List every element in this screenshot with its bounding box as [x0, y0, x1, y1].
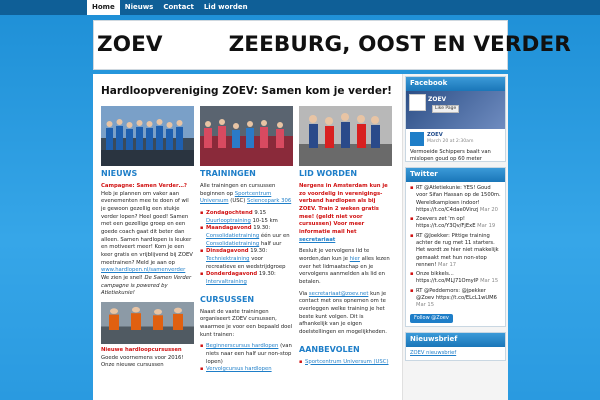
column-trainingen [200, 106, 293, 374]
nieuwsbrief-widget-heading: Nieuwsbrief [406, 333, 505, 347]
site-header-banner[interactable] [93, 20, 571, 70]
list-item [299, 359, 392, 367]
banner-title-part1: ZOEV [97, 32, 163, 58]
banner-title-part2: ZEEBURG, OOST EN VERDER [228, 32, 571, 58]
list-item: ▪ RT @Peddemors: @jpekker @Zoev https://t.co/ELcL1wUM6 Mar 15 [410, 288, 501, 310]
schedule-link[interactable]: Intervaltraining [206, 279, 247, 286]
column-nieuws [101, 106, 194, 374]
schedule-link[interactable]: Techniektraining [206, 256, 250, 263]
nav-lid-worden[interactable]: Lid worden [203, 3, 248, 11]
nieuwsbrief-widget [405, 332, 506, 361]
nav-home[interactable]: Home [87, 0, 120, 15]
aanbevolen-list [299, 359, 392, 367]
sidebar [402, 74, 508, 400]
schedule-link[interactable]: Consolidatietraining [206, 233, 260, 239]
lid-worden-text-2: alles lezen over het lidmaatschap en je vervolgens aanmelden als lid en betalen. [299, 256, 390, 286]
list-item: ▪ RT @Atletiekunie: YES! Goud voor Sifan Hassan op de 1500m. Wereldkampioen indoor! https://t.co/C4dae0Vinzj Mar 20 [410, 185, 501, 214]
list-item: ▪ Beginnerscursus hardlopen (van niets naar een half uur non-stop lopen) [200, 343, 293, 366]
lid-worden-red-text: Nergens in Amsterdam kun je zo voordelig in verenigings-verband hardlopen als bij ZOEV. Train 2 weken gratis mee! (geldt niet voor cursussen) Voor meer informatie mail het [299, 182, 388, 235]
group-photo-image [101, 106, 194, 166]
trainingen-intro-link-1[interactable]: Sportcentrum Universum [200, 190, 272, 205]
facebook-page-name[interactable]: ZOEV [428, 96, 447, 103]
facebook-post-text: Vermoeide Schippers baalt van mislopen goud op 60 meter [410, 149, 491, 161]
trainingen-heading: TRAININGEN [200, 169, 256, 179]
list-item: ▪ Maandagavond 19.30: Consolidatietraining één uur en Consolidatietraining half uur [200, 225, 293, 248]
runners-photo-image [101, 302, 194, 344]
facebook-post [410, 132, 501, 146]
lid-worden-text-4: kun je contact met ons opnemen om te overleggen welke training je het beste kunt volgen. Dit is afhankelijk van je eigen doelstellingen en mogelijkheden. [299, 290, 387, 336]
lid-worden-text-3: Via [299, 290, 308, 297]
facebook-widget [405, 76, 506, 162]
facebook-like-button[interactable]: Like Page [432, 105, 459, 113]
cursussen-heading: CURSUSSEN [200, 294, 255, 304]
schedule-link[interactable]: Duurlooptraining [206, 217, 251, 224]
training-photo-image [200, 106, 293, 166]
lid-worden-heading: LID WORDEN [299, 169, 358, 179]
secretariaat-link[interactable]: secretariaat [299, 236, 336, 243]
nieuws-campaign-title[interactable]: Campagne: Samen Verder…? [101, 182, 187, 189]
main-content [93, 74, 400, 400]
facebook-cover[interactable] [406, 91, 505, 129]
list-item: ▪ Dinsdagavond 19.30: Techniektraining voor recreatieve en wedstrijdgroep [200, 248, 293, 271]
top-navigation [0, 0, 600, 15]
page-title: Hardloopvereniging ZOEV: Samen kom je verder! [101, 85, 392, 97]
schedule-link[interactable]: Consolidatietraining [206, 240, 260, 247]
facebook-page-logo [409, 94, 426, 111]
trainingen-intro-2: (USC) [230, 198, 246, 205]
list-item: ▪ Zoevers zet 'm op! https://t.co/Y3Qv/FjExE Mar 19 [410, 216, 501, 231]
nieuws-campaign-italic: De Samen Verder campagne is powered by Atletiekunie! [101, 275, 192, 297]
tweet-list [410, 185, 501, 310]
mail-link[interactable]: secretariaat@zoev.net [308, 290, 369, 297]
training-schedule-list [200, 210, 293, 287]
page-body [93, 74, 508, 400]
nav-contact[interactable]: Contact [163, 3, 194, 11]
list-item [200, 366, 293, 374]
lid-worden-text-1: Besluit je vervolgens lid te worden,dan kun je [299, 248, 370, 263]
nav-nieuws[interactable]: Nieuws [124, 3, 154, 11]
twitter-widget-heading: Twitter [406, 168, 505, 182]
hier-link[interactable]: hier [349, 256, 360, 263]
list-item: ▪ Zondagochtend 9.15 Duurlooptraining 10-15 km [200, 210, 293, 225]
trainingen-intro-link-2[interactable]: Sciencepark 306 [247, 198, 292, 205]
facebook-post-date: March 20 at 2:30am [427, 139, 474, 145]
nieuwsbrief-link[interactable]: ZOEV nieuwsbrief [410, 349, 457, 356]
nieuws-campaign-text: Heb je plannen om vaker aan evenementen mee te doen of wil je gewoon gezellig een stukje verder lopen? Heel goed! Samen met een gezellige groep en een goede coach gaat dit beter dan alleen. Samen hardlopen is leuker en motiveert meer! Kom je een keer gratis en vrijblijvend bij ZOEV meetrainen? Meld je aan op [101, 190, 193, 266]
nieuws-campaign-link[interactable]: www.hardlopen.nl/samenverder [101, 267, 186, 274]
nieuws-second-text: Goede voornemens voor 2016! Onze nieuwe cursussen [101, 354, 184, 369]
cursus-link[interactable]: Beginnerscursus hardlopen [206, 343, 279, 350]
facebook-widget-heading: Facebook [406, 77, 505, 91]
aanbevolen-link[interactable]: Sportcentrum Universum (USC) [305, 358, 389, 365]
column-lid-worden [299, 106, 392, 374]
nieuws-campaign-after: We zien je snel! [101, 275, 143, 282]
list-item: ▪ Onze bikkels... https://t.co/MLJ71OmyIP Mar 15 [410, 271, 501, 286]
nieuws-second-title[interactable]: Nieuwe hardloopcursussen [101, 347, 182, 354]
cursussen-text: Naast de vaste trainingen organiseert ZOEV cursussen, waarmee je voor een bepaald doel kunt trainen: [200, 308, 293, 338]
avatar [410, 132, 424, 146]
facebook-post-author[interactable]: ZOEV [427, 132, 443, 138]
list-item: ▪ Donderdagavond 19.30: Intervaltraining [200, 271, 293, 286]
nieuws-heading: NIEUWS [101, 169, 138, 179]
trainingen-intro-1: Alle trainingen en cursussen beginnen op [200, 182, 276, 197]
race-photo-image [299, 106, 392, 166]
list-item: ▪ RT @Joekker: Pittige training achter de rug met 11 starters. Het wordt ze hier niet makkelijk gemaakt met hun non-stop rennen! Mar 17 [410, 233, 501, 269]
aanbevolen-heading: AANBEVOLEN [299, 344, 360, 354]
twitter-follow-button[interactable]: Follow @Zoev [410, 314, 453, 323]
cursus-list [200, 343, 293, 374]
cursus-link[interactable]: Vervolgcursus hardlopen [206, 366, 272, 373]
twitter-widget [405, 167, 506, 327]
